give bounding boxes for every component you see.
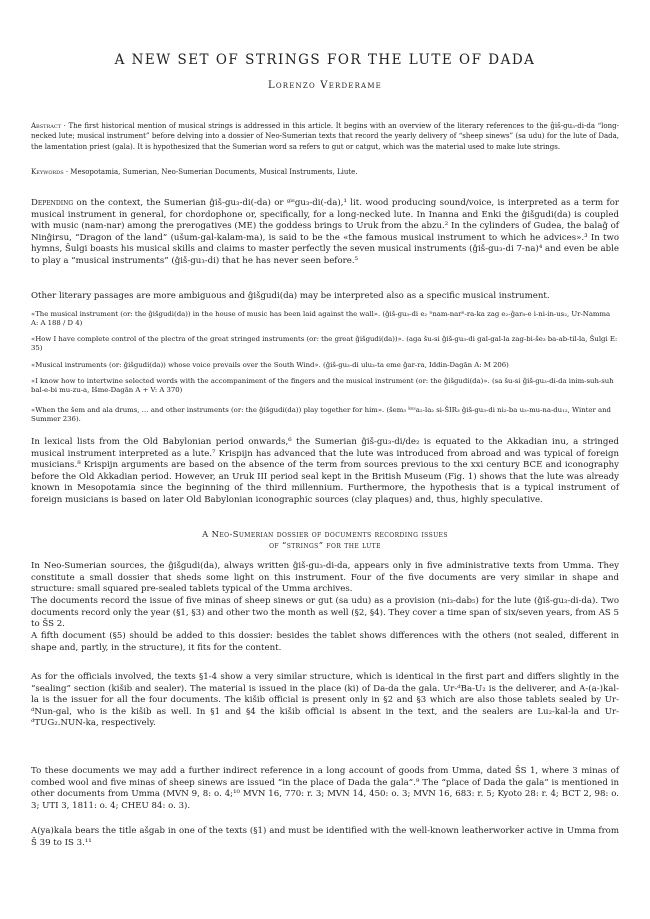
body-paragraph-7: As for the officials involved, the texts §1-4 show a very similar structure, which is identical in the first part and differs slightly in the “sealing” section (kišib and sealer). The material is issued in the place (ki) of Da-da the gala. Ur-ᵈBa-U₂ is the deliverer, and A-(a-)kal-la is the issuer for all the four documents. The kišib official is present only in §2 and §3 which are also those tablets sealed by Ur-ᵈNun-gal, who is the kišib as well. In §1 and §4 the kišib official is absent in the text, and the sealers are Lu₂-kal-la and Ur-ᵈTUG₂.NUN-ka, respectively. [31,672,619,728]
abstract-label: Abstract [31,122,62,130]
body-paragraph-2: Other literary passages are more ambiguous and ĝišgudi(da) may be interpreted also as a specific musical instrument. [31,291,550,301]
quote-3: «Musical instruments (or: ĝišgudi(da)) whose voice prevails over the South Wind». (ĝiš-gu₃-di ulu₃-ta eme ĝar-ra, Iddin-Dagān A: M 206) [31,361,509,369]
abstract [31,121,619,152]
article-title: A NEW SET OF STRINGS FOR THE LUTE OF DADA [114,52,536,68]
quote-1: «The musical instrument (or: the ĝišgudi(da)) in the house of music has been laid against the wall». (ĝiš-gu₃-di e₂ ⁿnam-narⁿ-ra-ka zag e₂-ĝar₈-e i-ni-in-us₂, Ur-Namma A: A 188 / D 4) [31,310,611,328]
paragraph-lead-word: Depending [31,198,74,208]
body-paragraph-9: A(ya)kala bears the title ašgab in one of the texts (§1) and must be identified with the well-known leatherworker active in Umma from Š 39 to IS 3.¹¹ [31,826,619,848]
body-paragraph-1 [31,198,619,267]
body-paragraph-3: In lexical lists from the Old Babylonian period onwards,⁶ the Sumerian ĝiš-gu₃-di/de₂ is equated to the Akkadian inu, a stringed musical instrument interpreted as a lute.⁷ Krispijn has advanced that the lute was introduced from abroad and was typical of foreign musicians.⁸ Krispijn arguments are based on the absence of the term from sources previous to the xxi century BCE and iconography before the Old Akkadian period. However, an Uruk III period seal kept in the British Museum (Fig. 1) shows that the lute was already known in Mesopotamia since the beginning of the third millennium. Furthermore, the hypothesis that is a typical instrument of foreign musicians is based on later Old Babylonian iconographic sources (clay plaques) and, thus, highly speculative. [31,437,619,505]
body-paragraph-8: To these documents we may add a further indirect reference in a long account of goods from Umma, dated ŠS 1, where 3 minas of combed wool and five minas of sheep sinews are issued “in the place of Dada the gala”.⁹ The “place of Dada the gala” is mentioned in other documents from Umma (MVN 9, 8: o. 4;¹⁰ MVN 16, 770: r. 3; MVN 14, 450: o. 3; MVN 16, 683: r. 5; Kyoto 28: r. 4; BCT 2, 98: o. 3; UTI 3, 1811: o. 4; CHEU 84: o. 3). [31,766,619,811]
body-paragraph-5: The documents record the issue of five minas of sheep sinews or gut (sa udu) as a provision (ni₃-dab₅) for the lute (ĝiš-gu₃-di-da). Two documents record only the year (§1, §3) and other two the month as well (§2, §4). They cover a time span of six/seven years, from AS 5 to ŠS 2. [31,596,619,629]
keywords-label: Keywords [31,168,64,176]
body-paragraph-4: In Neo-Sumerian sources, the ĝišgudi(da), always written ĝiš-gu₃-di-da, appears only in five administrative texts from Umma. They constitute a small dossier that sheds some light on this instrument. Four of the five documents are very similar in shape and structure: small squared pre-sealed tablets typical of the Umma archives. [31,561,619,594]
body-paragraph-6: A fifth document (§5) should be added to this dossier: besides the tablet shows differences with the others (not sealed, different in shape and, partly, in the structure), it fits for the content. [31,631,619,653]
paragraph-text: on the context, the Sumerian ĝiš-gu₃-di(-da) or ᵍⁱˢgu₃-di(-da),¹ lit. wood producing sound/voice, is interpreted as a term for musical instrument in general, for chordophone or, specifically, for a long-necked lute. In Inanna and Enki the ĝišgudi(da) is coupled with music (nam-nar) among the prerogatives (ME) the goddess brings to Uruk from the abzu.² In the cylinders of Gudea, the balaĝ of Ninĝirsu, “Dragon of the land” (ušum-gal-kalam-ma), is said to be the «the famous musical instrument to which he advices».³ In two hymns, Šulgi boasts his musical skills and claims to master perfectly the seven musical instruments (ĝiš-gu₃-di 7-na)⁴ and even be able to play a “musical instruments” (ĝiš-gu₃-di) that he has never seen before.⁵ [31,198,619,266]
section-heading [31,529,619,551]
abstract-text: · The first historical mention of musical strings is addressed in this article. It begins with an overview of the literary references to the ĝiš-gu₃-di-da “long-necked lute; musical instrument” before delving into a dossier of Neo-Sumerian texts that record the yearly delivery of “sheep sinews” (sa udu) for the lute of Dada, the lamentation priest (gala). It is hypothesized that the Sumerian word sa refers to gut or catgut, which was the material used to make lute strings. [31,122,619,151]
section-heading-line-2: of “strings” for the lute [269,540,381,550]
section-heading-line-1: A Neo-Sumerian dossier of documents recording issues [202,529,448,539]
quote-2: «How I have complete control of the plectra of the great stringed instruments (or: the great ĝišgudi(da))». (aga šu-si ĝiš-gu₃-di gal-gal-la zag-bi-še₃ ba-ab-til-la, Šulgi E: 35) [31,335,618,353]
keywords-text: · Mesopotamia, Sumerian, Neo-Sumerian Documents, Musical Instruments, Liute. [63,168,358,176]
quote-5: «When the šem and ala drums, … and other instruments (or: the ĝišgudi(da)) play together for him». (šem₃ ᵏᵘˢa₂-la₂ si-ŠIR₃ ĝiš-gu₃-di ni₂-ba u₃-mu-na-du₁₂, Winter and Summer 236). [31,406,611,424]
author-name: Lorenzo Verderame [268,80,382,91]
quote-4: «I know how to intertwine selected words with the accompaniment of the fingers and the musical instrument (or: the ĝišgudi(da)». (sa šu-si ĝiš-gu₃-di-da inim-suh-suh bal-e-bi mu-zu-a, Išme-Dagān A + V: A 370) [31,377,614,395]
keywords [31,167,619,177]
